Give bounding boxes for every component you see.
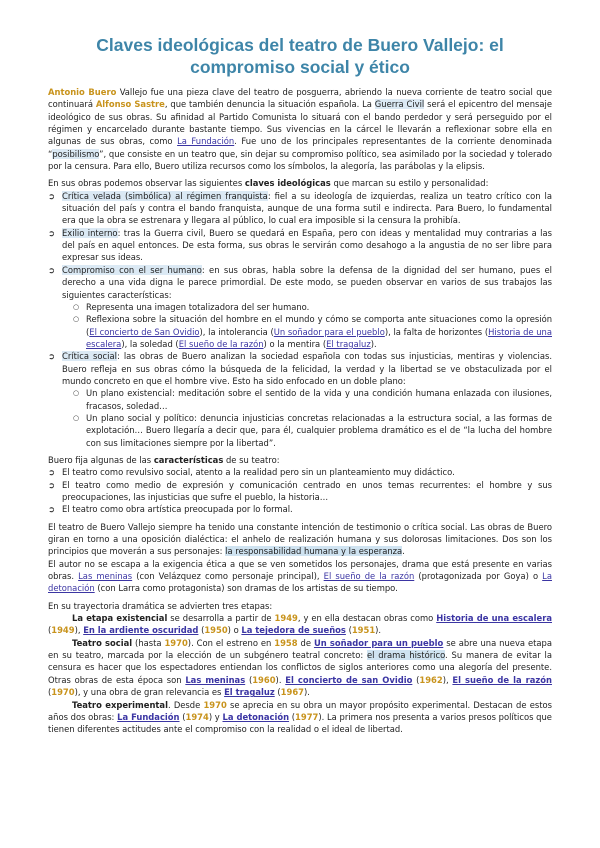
sub-list-item: ○ Representa una imagen totalizadora del ser humano. [73,301,310,312]
list-item: ➲ El teatro como obra artística preocupada por lo formal. [48,504,293,515]
circle-bullet-icon: ○ [73,302,80,311]
link-la-fundacion[interactable]: La Fundación [177,136,235,147]
arrow-bullet-icon: ➲ [48,504,56,515]
list-item: ➲ Exilio interno: tras la Guerra civil, Buero se quedará en España, pero con ideas y mentalidad muy contrarias a las del país en aquel entonces. De esta forma, sus obras le servirán como desahogo a la angustia de no ser libre para expresar sus ideas. [48,227,552,263]
sub-list-item: ○ Un plano existencial: meditación sobre el sentido de la vida y una condición humana enlazada con ilusiones, fracasos, soledad… [73,388,552,411]
link-sueno-razon-3[interactable]: El sueño de la razón [452,674,553,685]
circle-bullet-icon: ○ [73,413,80,422]
link-las-meninas-2[interactable]: Las meninas [185,674,246,685]
list-item: ➲ Crítica velada (simbólica) al régimen franquista: fiel a su ideología de izquierdas, realiza un teatro crítico con la situación del país y contra el bando franquista, aunque de una forma sutil e indirecta. Para Buero, lo fundamental era que la obra se estrenara y llegara al público, lo cual era imposible si la censura la prohibía. [48,190,552,226]
link-tragaluz-2[interactable]: El tragaluz [224,687,275,698]
arrow-bullet-icon: ➲ [48,190,56,201]
link-tragaluz[interactable]: El tragaluz [326,338,371,349]
etapa-existencial: La etapa existencial se desarrolla a partir de 1949, y en ella destacan obras como Historia de una escalera (1949), En la ardiente oscuridad (1950) o La tejedora de sueños (1951). [48,613,552,636]
link-historia-escalera[interactable]: Historia de una escalera [86,326,552,349]
sub-list-item: ○ Un plano social y político: denuncia injusticias concretas relacionadas a la estructura social, a las formas de explotación… Buero llegaría a decir que, para él, cualquier problema dramático es el de “la lucha del hombre con sus limitaciones siempre por la libertad”. [73,412,552,448]
arrow-bullet-icon: ➲ [48,264,56,275]
link-concierto-san-ovidio[interactable]: El concierto de San Ovidio [89,326,200,337]
caracteristicas-lead: Buero fija algunas de las características de su teatro: [48,454,280,465]
caracteristicas-list [48,466,552,515]
link-la-detonacion[interactable]: La detonación [48,571,552,594]
highlight-posibilismo: posibilismo [52,148,100,159]
link-sueno-razon[interactable]: El sueño de la razón [178,338,264,349]
trayectoria-lead: En su trayectoria dramática se advierten tres etapas: [48,600,273,611]
claves-list [48,190,552,449]
sub-list-humano [62,301,552,350]
link-historia-escalera-2[interactable]: Historia de una escalera [436,613,552,624]
etico-paragraph: El autor no se escapa a la exigencia ética a que se ven sometidos los personajes, drama que está presente en varias obras. Las meninas (con Velázquez como personaje principal), El sueño de la razón (protagonizada por Goya) o La detonación (con Larra como protagonista) son dramas de los artistas de su tiempo. [48,558,552,594]
link-la-detonacion-2[interactable]: La detonación [222,711,290,722]
link-sonador-pueblo[interactable]: Un soñador para el pueblo [273,326,385,337]
list-item: ➲ El teatro como medio de expresión y comunicación centrado en unos temas recurrentes: el hombre y sus preocupaciones, las injusticias que sufre el pueblo, la historia… [48,479,552,502]
etapa-experimental: Teatro experimental. Desde 1970 se aprecia en su obra un mayor propósito experimental. Destacan de estos años dos obras: La Fundación (1974) y La detonación (1977). La primera nos presenta a varios presos políticos que tienen diferentes actitudes ante el compromiso con la realidad o el ideal de libertad. [48,699,552,735]
page-title: Claves ideológicas del teatro de Buero Vallejo: el compromiso social y ético [96,35,504,77]
list-item: ➲ Compromiso con el ser humano: en sus obras, habla sobre la defensa de la dignidad del ser humano, pues el derecho a una vida digna le parece primordial. De este modo, se pueden observar en varios de sus trabajos las siguientes características: ○ Representa una imagen totalizadora del ser humano. ○ Reflexiona sobre la situación del hombre en el mundo y cómo se comporta ante situaciones como la opresión (El concierto de San Ovidio), la intolerancia (Un soñador para el pueblo), la falta de horizontes (Historia de una escalera), la soledad (El sueño de la razón) o la mentira (El tragaluz). [48,264,553,349]
highlight-drama-historico: el drama histórico [366,650,446,661]
link-ardiente-oscuridad[interactable]: En la ardiente oscuridad [83,625,199,636]
claves-lead: En sus obras podemos observar las siguientes claves ideológicas que marcan su estilo y personalidad: [48,178,489,189]
arrow-bullet-icon: ➲ [48,467,56,478]
intro-paragraph: Antonio Buero Vallejo fue una pieza clave del teatro de posguerra, abriendo la nueva corriente de teatro social que continuará Alfonso Sastre, que también denuncia la situación española. La Guerra Civil será el epicentro del mensaje ideológico de sus obras. Su afinidad al Partido Comunista lo situará con el bando perdedor y será perseguido por el régimen y encarcelado durante bastante tiempo. Sus vivencias en la cárcel le llevarán a reflexionar sobre ella en algunas de sus obras, como La Fundación. Fue uno de los principales representantes de la corriente denominada “posibilismo”, que consiste en un teatro que, sin dejar su compromiso político, sea asimilado por la sociedad y tolerado por la censura. Para ello, Buero utiliza recursos como los símbolos, la alegoría, las parábolas y la elipsis. [48,87,553,172]
list-item: ➲ Crítica social: las obras de Buero analizan la sociedad española con todas sus injusticias, mentiras y violencias. Buero refleja en sus obras cómo la búsqueda de la felicidad, la verdad y la libertad se ve obstaculizada por el mundo concreto en que el hombre vive. Esto ha sido enfocado en un doble plano: ○ Un plano existencial: meditación sobre el sentido de la vida y una condición humana enlazada con ilusiones, fracasos, soledad… ○ Un plano social y político: denuncia injusticias concretas relacionadas a la estructura social, a las formas de explotación… Buero llegaría a decir que, para él, cualquier problema dramático es el de “la lucha del hombre con sus limitaciones siempre por la libertad”. [48,351,552,448]
sub-list-planos [62,387,552,449]
link-las-meninas[interactable]: Las meninas [78,571,133,582]
list-item: ➲ El teatro como revulsivo social, atento a la realidad pero sin un planteamiento muy didáctico. [48,467,455,478]
highlight-responsabilidad: la responsabilidad humana y la esperanza [225,546,403,557]
link-sueno-razon-2[interactable]: El sueño de la razón [323,571,415,582]
link-concierto-san-ovidio-2[interactable]: El concierto de san Ovidio [285,674,413,685]
link-sonador-pueblo-2[interactable]: Un soñador para un pueblo [313,637,444,648]
sub-list-item: ○ Reflexiona sobre la situación del hombre en el mundo y cómo se comporta ante situaciones como la opresión (El concierto de San Ovidio), la intolerancia (Un soñador para el pueblo), la falta de horizontes (Historia de una escalera), la soledad (El sueño de la razón) o la mentira (El tragaluz). [73,314,552,349]
testimonio-paragraph: El teatro de Buero Vallejo siempre ha tenido una constante intención de testimonio o crítica social. Las obras de Buero giran en torno a una oposición dialéctica: el anhelo de realización humana y sus dolorosas limitaciones. Dos son los principios que moverán a sus personajes: la responsabilidad humana y la esperanza. [48,521,552,557]
arrow-bullet-icon: ➲ [48,351,56,362]
link-tejedora-suenos[interactable]: La tejedora de sueños [241,625,346,636]
author-name: Antonio Buero [48,87,117,97]
author-name-sastre: Alfonso Sastre [95,99,165,110]
arrow-bullet-icon: ➲ [48,479,56,490]
circle-bullet-icon: ○ [73,389,80,398]
link-la-fundacion-2[interactable]: La Fundación [117,711,180,722]
etapa-social: Teatro social (hasta 1970). Con el estreno en 1958 de Un soñador para un pueblo se abre una nueva etapa en su teatro, marcada por la elección de un subgénero teatral concreto: el drama histórico. Su manera de evitar la censura es hacer que los espectadores entiendan los conflictos de siglos anteriores como una alegoría del presente. Otras obras de esta época son Las meninas (1960). El concierto de san Ovidio (1962), El sueño de la razón (1970), y una obra de gran relevancia es El tragaluz (1967). [48,637,553,698]
circle-bullet-icon: ○ [73,315,80,324]
highlight-guerra-civil: Guerra Civil [374,99,425,110]
arrow-bullet-icon: ➲ [48,227,56,238]
